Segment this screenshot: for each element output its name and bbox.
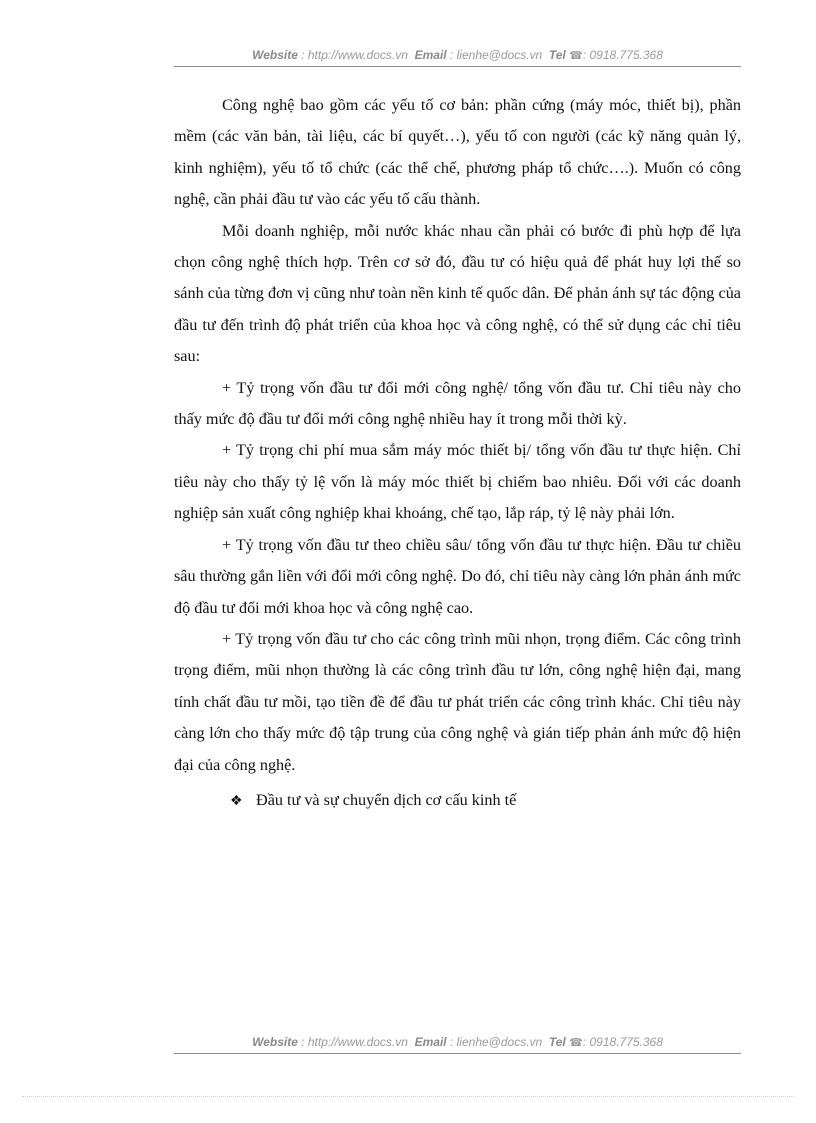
paragraph: Công nghệ bao gồm các yếu tố cơ bản: phần cứng (máy móc, thiết bị), phần mềm (các văn bản, tài liệu, các bí quyết…), yếu tố con người (các kỹ năng quản lý, kinh nghiệm), yếu tố tổ chức (các thể chế, phương pháp tổ chức….). Muốn có công nghệ, cần phải đầu tư vào các yếu tố cấu thành. bbox=[174, 96, 741, 209]
page-break-line bbox=[22, 1096, 794, 1097]
header-website-label: Website bbox=[252, 48, 298, 62]
footer-email-label: Email bbox=[414, 1035, 447, 1049]
footer-email-value[interactable]: : lienhe@docs.vn bbox=[449, 1035, 543, 1049]
page-header bbox=[174, 48, 741, 67]
footer-tel-value: : 0918.775.368 bbox=[582, 1035, 663, 1049]
footer-website-label: Website bbox=[252, 1035, 298, 1049]
paragraph: + Tỷ trọng vốn đầu tư theo chiều sâu/ tổng vốn đầu tư thực hiện. Đầu tư chiều sâu thường gắn liền với đổi mới công nghệ. Do đó, chỉ tiêu này càng lớn phản ánh mức độ đầu tư đổi mới khoa học và công nghệ cao. bbox=[174, 535, 741, 617]
paragraph: + Tỷ trọng vốn đầu tư đổi mới công nghệ/ tổng vốn đầu tư. Chỉ tiêu này cho thấy mức độ đầu tư đổi mới công nghệ nhiều hay ít trong mỗi thời kỳ. bbox=[174, 378, 741, 429]
header-website-value[interactable]: : http://www.docs.vn bbox=[301, 48, 408, 62]
paragraph: + Tỷ trọng chi phí mua sắm máy móc thiết bị/ tổng vốn đầu tư thực hiện. Chỉ tiêu này cho thấy tỷ lệ vốn là máy móc thiết bị chiếm bao nhiêu. Đối với các doanh nghiệp sản xuất công nghiệp khai khoáng, chế tạo, lắp ráp, tỷ lệ này phải lớn. bbox=[174, 441, 741, 523]
phone-icon: ☎ bbox=[569, 1037, 583, 1049]
section-heading-text: Đầu tư và sự chuyển dịch cơ cấu kinh tế bbox=[256, 790, 517, 809]
diamond-bullet-icon: ❖ bbox=[230, 793, 243, 809]
paragraph: Mỗi doanh nghiệp, mỗi nước khác nhau cần phải có bước đi phù hợp để lựa chọn công nghệ thích hợp. Trên cơ sở đó, đầu tư có hiệu quả để phát huy lợi thế so sánh của từng đơn vị cũng như toàn nền kinh tế quốc dân. Để phản ánh sự tác động của đầu tư đến trình độ phát triển của khoa học và công nghệ, có thể sử dụng các chỉ tiêu sau: bbox=[174, 221, 741, 366]
paragraph: + Tỷ trọng vốn đầu tư cho các công trình mũi nhọn, trọng điểm. Các công trình trọng điểm, mũi nhọn thường là các công trình đầu tư lớn, công nghệ hiện đại, mang tính chất đầu tư mồi, tạo tiền đề để đầu tư phát triển các công trình khác. Chỉ tiêu này càng lớn cho thấy mức độ tập trung của công nghệ và gián tiếp phản ánh mức độ hiện đại của công nghệ. bbox=[174, 629, 741, 774]
header-email-label: Email bbox=[414, 48, 447, 62]
header-email-value[interactable]: : lienhe@docs.vn bbox=[449, 48, 543, 62]
header-tel-label: Tel bbox=[548, 48, 566, 62]
document-body bbox=[174, 90, 741, 815]
footer-tel-label: Tel bbox=[548, 1035, 566, 1049]
footer-website-value[interactable]: : http://www.docs.vn bbox=[301, 1035, 408, 1049]
phone-icon: ☎ bbox=[569, 50, 583, 62]
page-footer bbox=[174, 1035, 741, 1054]
section-heading bbox=[230, 787, 741, 815]
header-tel-value: : 0918.775.368 bbox=[582, 48, 663, 62]
